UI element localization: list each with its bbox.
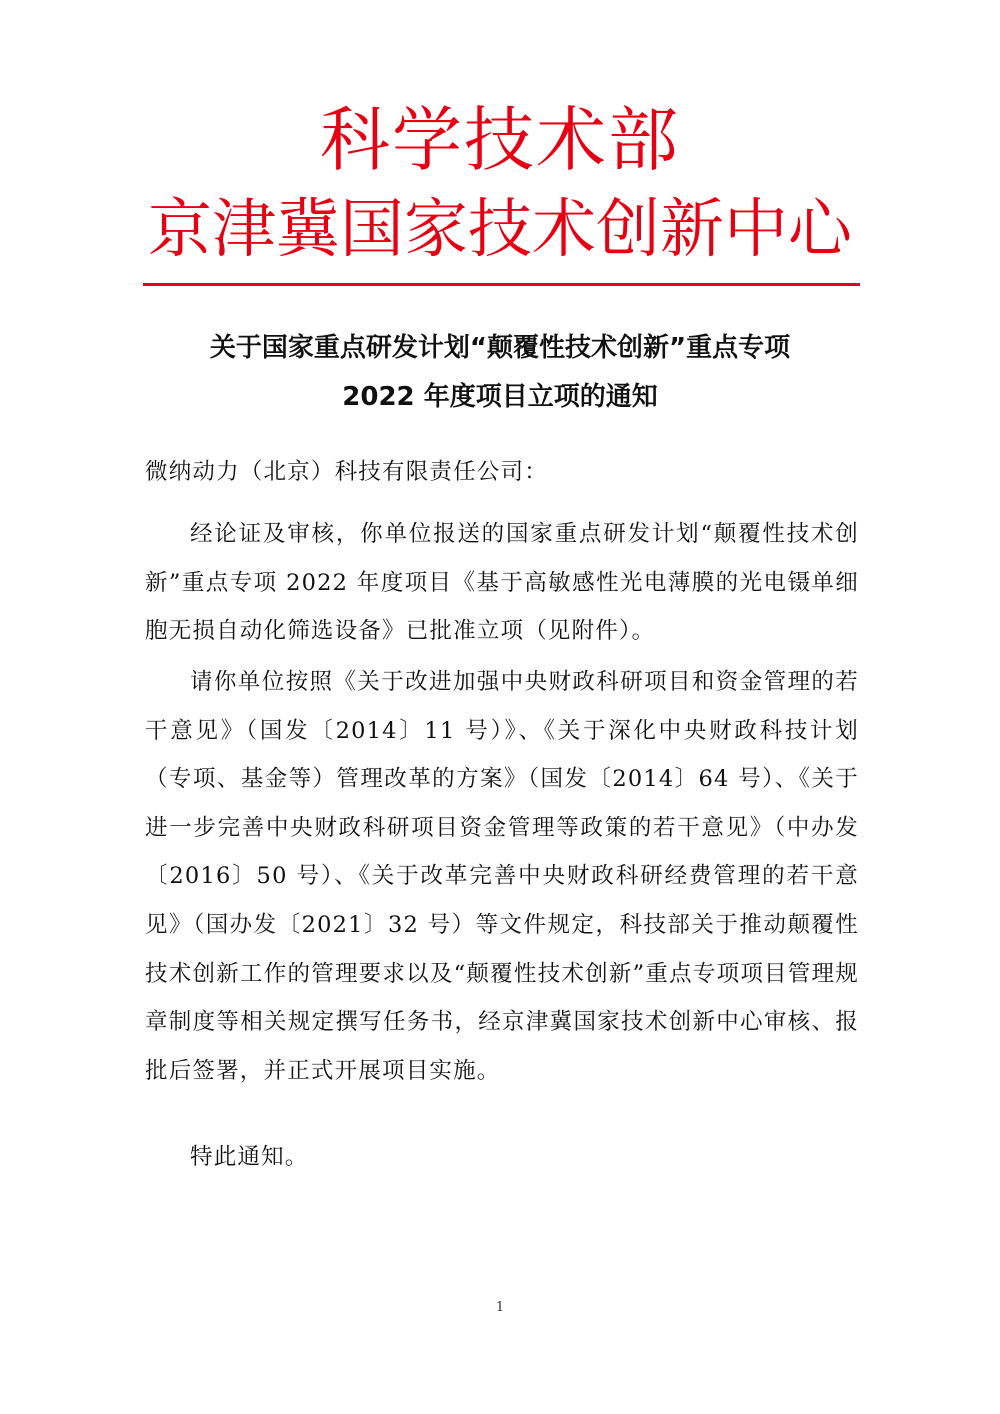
document-title-line2: 2022 年度项目立项的通知 [342,382,658,412]
red-header-divider [143,283,860,286]
document-title-line1: 关于国家重点研发计划“颠覆性技术创新”重点专项 [209,333,791,363]
page-number: 1 [495,1300,505,1315]
issuing-org-innovation-center: 京津冀国家技术创新中心 [148,193,852,267]
paragraph-approval: 经论证及审核，你单位报送的国家重点研发计划“颠覆性技术创新”重点专项 2022 年度项目《基于高敏感性光电薄膜的光电镊单细胞无损自动化筛选设备》已批准立项（见附件）。 [145,521,859,645]
issuing-org-ministry: 科学技术部 [320,99,680,181]
paragraph-closing: 特此通知。 [190,1144,309,1170]
paragraph-requirements: 请你单位按照《关于改进加强中央财政科研项目和资金管理的若干意见》（国发〔2014〕11 号）》、《关于深化中央财政科技计划（专项、基金等）管理改革的方案》（国发〔2014〕64 号）、《关于进一步完善中央财政科研项目资金管理等政策的若干意见》（中办发〔2016〕50 号）、《关于改革完善中央财政科研经费管理的若干意见》（国办发〔2021〕32 号）等文件规定，科技部关于推动颠覆性技术创新工作的管理要求以及“颠覆性技术创新”重点专项项目管理规章制度等相关规定撰写任务书，经京津冀国家技术创新中心审核、报批后签署，并正式开展项目实施。 [145,669,859,1084]
salutation: 微纳动力（北京）科技有限责任公司： [145,459,548,485]
